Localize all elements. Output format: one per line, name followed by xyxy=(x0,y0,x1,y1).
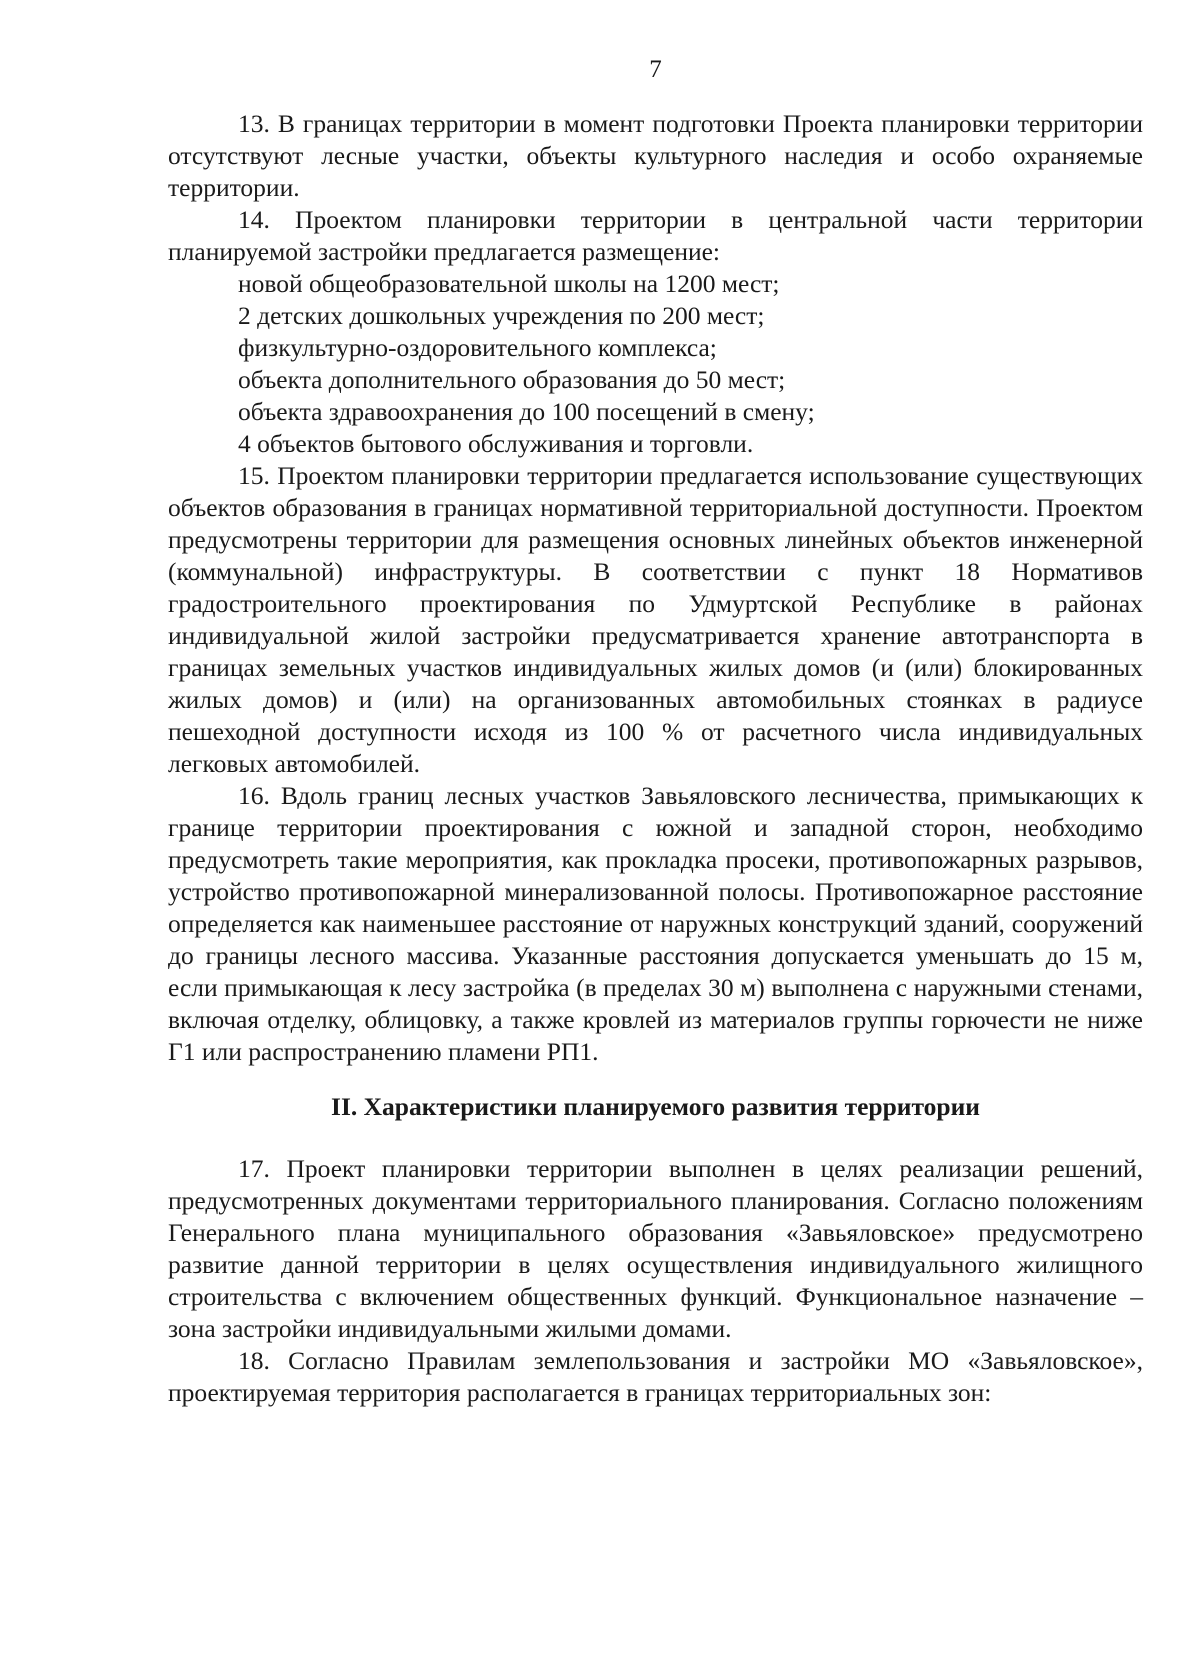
paragraph-17: 17. Проект планировки территории выполнен в целях реализации решений, предусмотренных документами территориального планирования. Согласно положениям Генерального плана муниципального образования «Завьяловское» предусмотрено развитие данной территории в целях осуществления индивидуального жилищного строительства с включением общественных функций. Функциональное назначение – зона застройки индивидуальными жилыми домами. xyxy=(168,1154,1143,1343)
page-number: 7 xyxy=(649,56,662,83)
paragraph-14: 14. Проектом планировки территории в центральной части территории планируемой застройки предлагается размещение: xyxy=(168,205,1143,266)
list-item: объекта здравоохранения до 100 посещений в смену; xyxy=(238,397,815,426)
list-item: 2 детских дошкольных учреждения по 200 мест; xyxy=(238,301,765,330)
paragraph-15: 15. Проектом планировки территории предлагается использование существующих объектов образования в границах нормативной территориальной доступности. Проектом предусмотрены территории для размещения основных линейных объектов инженерной (коммунальной) инфраструктуры. В соответствии с пункт 18 Нормативов градостроительного проектирования по Удмуртской Республике в районах индивидуальной жилой застройки предусматривается хранение автотранспорта в границах земельных участков индивидуальных жилых домов (и (или) блокированных жилых домов) и (или) на организованных автомобильных стоянках в радиусе пешеходной доступности исходя из 100 % от расчетного числа индивидуальных легковых автомобилей. xyxy=(168,461,1143,778)
placement-list xyxy=(168,268,1143,460)
paragraph-13: 13. В границах территории в момент подготовки Проекта планировки территории отсутствуют лесные участки, объекты культурного наследия и особо охраняемые территории. xyxy=(168,109,1143,202)
paragraph-18: 18. Согласно Правилам землепользования и застройки МО «Завьяловское», проектируемая территория располагается в границах территориальных зон: xyxy=(168,1346,1143,1407)
paragraph-16: 16. Вдоль границ лесных участков Завьяловского лесничества, примыкающих к границе территории проектирования с южной и западной сторон, необходимо предусмотреть такие мероприятия, как прокладка просеки, противопожарных разрывов, устройство противопожарной минерализованной полосы. Противопожарное расстояние определяется как наименьшее расстояние от наружных конструкций зданий, сооружений до границы лесного массива. Указанные расстояния допускается уменьшать до 15 м, если примыкающая к лесу застройка (в пределах 30 м) выполнена с наружными стенами, включая отделку, облицовку, а также кровлей из материалов группы горючести не ниже Г1 или распространению пламени РП1. xyxy=(168,781,1143,1066)
list-item: объекта дополнительного образования до 50 мест; xyxy=(238,365,786,394)
section-heading: II. Характеристики планируемого развития территории xyxy=(331,1092,980,1121)
list-item: 4 объектов бытового обслуживания и торговли. xyxy=(238,429,754,458)
document-page xyxy=(168,54,1143,1409)
list-item: новой общеобразовательной школы на 1200 мест; xyxy=(238,269,780,298)
list-item: физкультурно-оздоровительного комплекса; xyxy=(238,333,717,362)
